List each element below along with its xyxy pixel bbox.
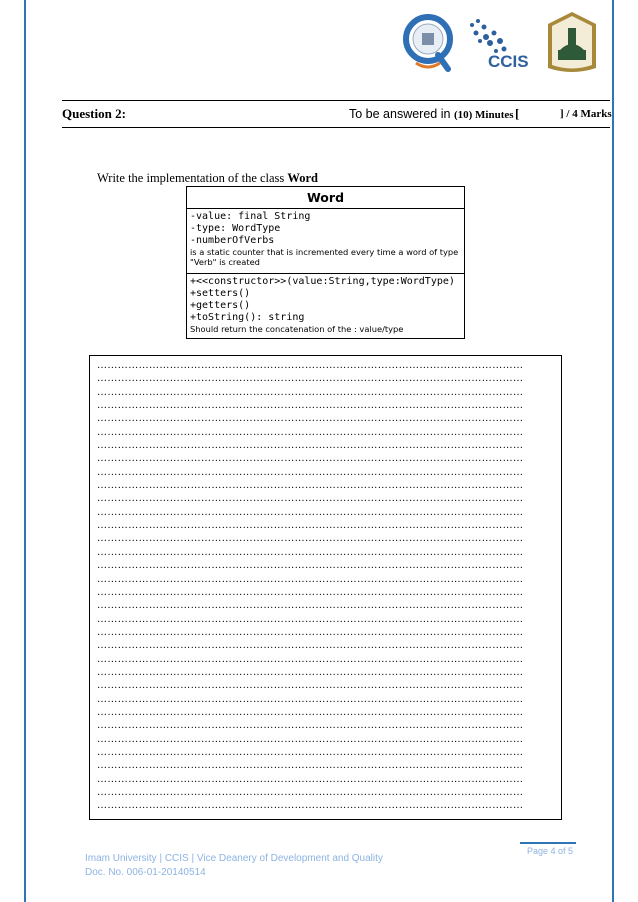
answer-area[interactable] [89, 355, 562, 820]
answer-line: …………………………………………………………………………………………………………… [97, 466, 524, 478]
uml-class-name: Word [187, 187, 464, 209]
footer-rule [520, 842, 576, 844]
uml-attribute: -numberOfVerbs [190, 235, 275, 246]
answer-line: …………………………………………………………………………………………………………… [97, 800, 524, 812]
footer-institution: Imam University | CCIS | Vice Deanery of Development and Quality [85, 853, 383, 864]
answer-line: …………………………………………………………………………………………………………… [97, 706, 524, 718]
instruction [97, 171, 318, 186]
ccis-logo-text: CCIS [488, 52, 529, 71]
uml-operation: +setters() [190, 288, 251, 299]
answer-line: …………………………………………………………………………………………………………… [97, 586, 524, 598]
time-value: (10) Minutes [453, 109, 514, 121]
ccis-logo [460, 11, 538, 75]
question-header [62, 100, 610, 128]
answer-line: …………………………………………………………………………………………………………… [97, 440, 524, 452]
answer-line: …………………………………………………………………………………………………………… [97, 760, 524, 772]
uml-operation: +<<constructor>>(value:String,type:WordType) [190, 276, 455, 287]
answer-line: …………………………………………………………………………………………………………… [97, 426, 524, 438]
answer-line: …………………………………………………………………………………………………………… [97, 600, 524, 612]
answer-line: …………………………………………………………………………………………………………… [97, 533, 524, 545]
uml-attribute: -value: final String [190, 211, 311, 222]
imam-university-logo [544, 10, 600, 76]
answer-line: …………………………………………………………………………………………………………… [97, 546, 524, 558]
answer-line: …………………………………………………………………………………………………………… [97, 773, 524, 785]
answer-line: …………………………………………………………………………………………………………… [97, 520, 524, 532]
uml-operations [187, 274, 464, 334]
answer-line: …………………………………………………………………………………………………………… [97, 480, 524, 492]
header-logos [402, 10, 600, 76]
instruction-text: Write the implementation of the class [97, 171, 285, 185]
answer-line: …………………………………………………………………………………………………………… [97, 373, 524, 385]
answer-line: …………………………………………………………………………………………………………… [97, 666, 524, 678]
answer-line: …………………………………………………………………………………………………………… [97, 506, 524, 518]
answer-line: …………………………………………………………………………………………………………… [97, 746, 524, 758]
marks-total: ] / 4 Marks [560, 108, 612, 120]
uml-attribute-note: is a static counter that is incremented every time a word of type [190, 247, 459, 257]
answer-line: …………………………………………………………………………………………………………… [97, 613, 524, 625]
uml-operation: +toString(): string [190, 312, 305, 323]
uml-attribute: -type: WordType [190, 223, 281, 234]
answer-line: …………………………………………………………………………………………………………… [97, 560, 524, 572]
answer-line: …………………………………………………………………………………………………………… [97, 386, 524, 398]
uml-operation: +getters() [190, 300, 251, 311]
answer-line: …………………………………………………………………………………………………………… [97, 787, 524, 798]
quality-logo [402, 11, 454, 75]
answer-line: …………………………………………………………………………………………………………… [97, 653, 524, 665]
answer-line: …………………………………………………………………………………………………………… [97, 400, 524, 412]
page-number: Page 4 of 5 [527, 846, 574, 856]
question-title: Question 2: [62, 106, 126, 121]
answer-line: …………………………………………………………………………………………………………… [97, 493, 524, 505]
answer-line: …………………………………………………………………………………………………………… [97, 360, 524, 371]
footer-info [85, 852, 383, 880]
uml-class-diagram [186, 186, 465, 339]
answer-line: …………………………………………………………………………………………………………… [97, 720, 524, 732]
uml-operation-note: Should return the concatenation of the : value/type [190, 324, 404, 334]
instruction-class-name: Word [287, 171, 318, 185]
answer-line: …………………………………………………………………………………………………………… [97, 573, 524, 585]
answer-line: …………………………………………………………………………………………………………… [97, 733, 524, 745]
time-prefix: To be answered in [349, 107, 451, 121]
answer-line: …………………………………………………………………………………………………………… [97, 626, 524, 638]
answer-line: …………………………………………………………………………………………………………… [97, 640, 524, 652]
answer-line: …………………………………………………………………………………………………………… [97, 413, 524, 425]
answer-line: …………………………………………………………………………………………………………… [97, 693, 524, 705]
time-limit [349, 107, 514, 121]
answer-line: …………………………………………………………………………………………………………… [97, 680, 524, 692]
marks-bracket: [ [515, 106, 520, 121]
uml-attributes [187, 209, 464, 274]
uml-attribute-note: "Verb" is created [190, 257, 260, 267]
answer-line: …………………………………………………………………………………………………………… [97, 453, 524, 465]
footer-doc-number: Doc. No. 006-01-20140514 [85, 867, 206, 878]
